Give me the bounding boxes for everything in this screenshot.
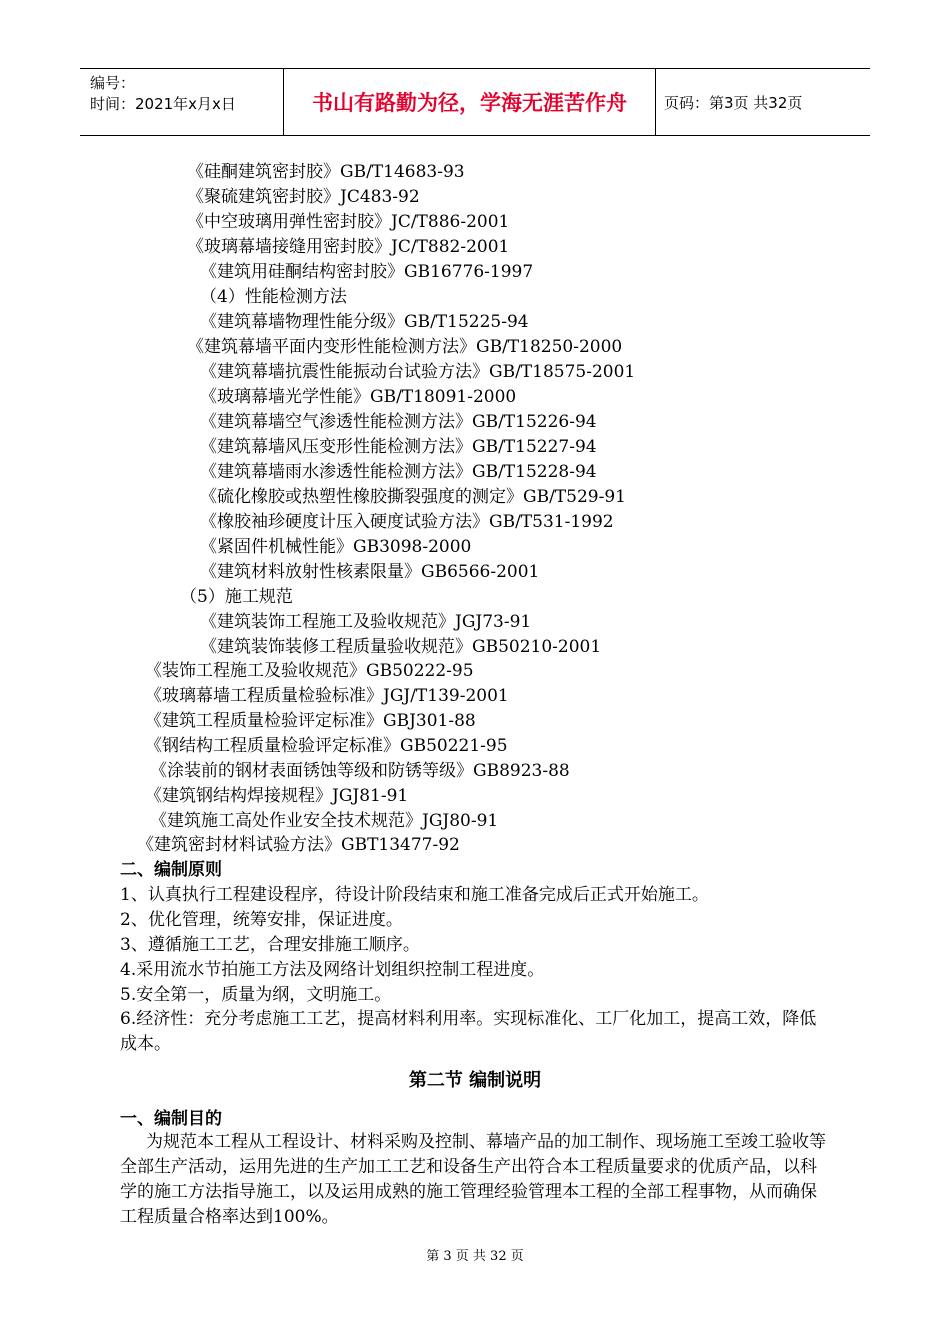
principle-item: 3、遵循施工工艺，合理安排施工顺序。 xyxy=(120,935,420,955)
standard-item: 《钢结构工程质量检验评定标准》GB50221-95 xyxy=(145,736,508,756)
header-motto: 书山有路勤为径，学海无涯苦作舟 xyxy=(312,91,627,115)
principle-item: 6.经济性：充分考虑施工工艺，提高材料利用率。实现标准化、工厂化加工，提高工效，降低成本。 xyxy=(120,1009,817,1054)
standard-item: 《建筑施工高处作业安全技术规范》JGJ80-91 xyxy=(150,811,499,831)
section-title: 第二节 编制说明 xyxy=(408,1070,542,1091)
principle-item: 5.安全第一，质量为纲，文明施工。 xyxy=(120,985,392,1005)
principle-item: 2、优化管理，统筹安排，保证进度。 xyxy=(120,910,403,930)
standard-item: 《硫化橡胶或热塑性橡胶撕裂强度的测定》GB/T529-91 xyxy=(200,487,626,507)
standard-item: 《装饰工程施工及验收规范》GB50222-95 xyxy=(145,661,474,681)
document-date: 时间：2021年x月x日 xyxy=(90,95,236,113)
principles-heading: 二、编制原则 xyxy=(120,860,222,880)
standard-item: 《玻璃幕墙工程质量检验标准》JGJ/T139-2001 xyxy=(145,686,509,706)
standard-item: 《建筑幕墙风压变形性能检测方法》GB/T15227-94 xyxy=(200,437,597,457)
principle-item: 1、认真执行工程建设程序，待设计阶段结束和施工准备完成后正式开始施工。 xyxy=(120,885,709,905)
standard-item: 《建筑密封材料试验方法》GBT13477-92 xyxy=(137,835,460,855)
standard-item: 《玻璃幕墙接缝用密封胶》JC/T882-2001 xyxy=(187,237,510,257)
standard-item: 《建筑幕墙雨水渗透性能检测方法》GB/T15228-94 xyxy=(200,462,597,482)
document-number: 编号： xyxy=(90,74,136,92)
standard-item: 《玻璃幕墙光学性能》GB/T18091-2000 xyxy=(200,387,517,407)
standard-item: 《建筑用硅酮结构密封胶》GB16776-1997 xyxy=(200,262,534,282)
header-page-info: 页码：第3页 共32页 xyxy=(664,93,803,112)
page-footer: 第 3 页 共 32 页 xyxy=(426,1249,524,1264)
principle-item: 4.采用流水节拍施工方法及网络计划组织控制工程进度。 xyxy=(120,960,545,980)
standard-item: 《建筑工程质量检验评定标准》GBJ301-88 xyxy=(145,711,476,731)
standard-item: 《建筑装饰工程施工及验收规范》JGJ73-91 xyxy=(200,612,532,632)
page-header xyxy=(80,68,870,136)
purpose-paragraph: 为规范本工程从工程设计、材料采购及控制、幕墙产品的加工制作、现场施工至竣工验收等全部生产活动，运用先进的生产加工工艺和设备生产出符合本工程质量要求的优质产品，以科学的施工方法指导施工，以及运用成熟的施工管理经验管理本工程的全部工程事物，从而确保工程质量合格率达到100%。 xyxy=(120,1132,826,1227)
section-heading-4: （4）性能检测方法 xyxy=(200,287,347,307)
section-heading-5: （5）施工规范 xyxy=(180,587,293,607)
standard-item: 《橡胶袖珍硬度计压入硬度试验方法》GB/T531-1992 xyxy=(200,512,614,532)
standard-item: 《建筑装饰装修工程质量验收规范》GB50210-2001 xyxy=(200,637,602,657)
standard-item: 《建筑材料放射性核素限量》GB6566-2001 xyxy=(200,562,540,582)
standard-item: 《聚硫建筑密封胶》JC483-92 xyxy=(187,187,420,207)
standard-item: 《紧固件机械性能》GB3098-2000 xyxy=(200,537,472,557)
standard-item: 《涂装前的钢材表面锈蚀等级和防锈等级》GB8923-88 xyxy=(150,761,570,781)
purpose-heading: 一、编制目的 xyxy=(120,1109,222,1129)
standard-item: 《建筑钢结构焊接规程》JGJ81-91 xyxy=(145,786,409,806)
standard-item: 《中空玻璃用弹性密封胶》JC/T886-2001 xyxy=(187,212,510,232)
standard-item: 《建筑幕墙空气渗透性能检测方法》GB/T15226-94 xyxy=(200,412,597,432)
standard-item: 《建筑幕墙平面内变形性能检测方法》GB/T18250-2000 xyxy=(187,337,623,357)
standard-item: 《建筑幕墙抗震性能振动台试验方法》GB/T18575-2001 xyxy=(200,362,636,382)
header-meta xyxy=(80,69,283,135)
standard-item: 《建筑幕墙物理性能分级》GB/T15225-94 xyxy=(200,312,529,332)
standard-item: 《硅酮建筑密封胶》GB/T14683-93 xyxy=(187,162,465,182)
